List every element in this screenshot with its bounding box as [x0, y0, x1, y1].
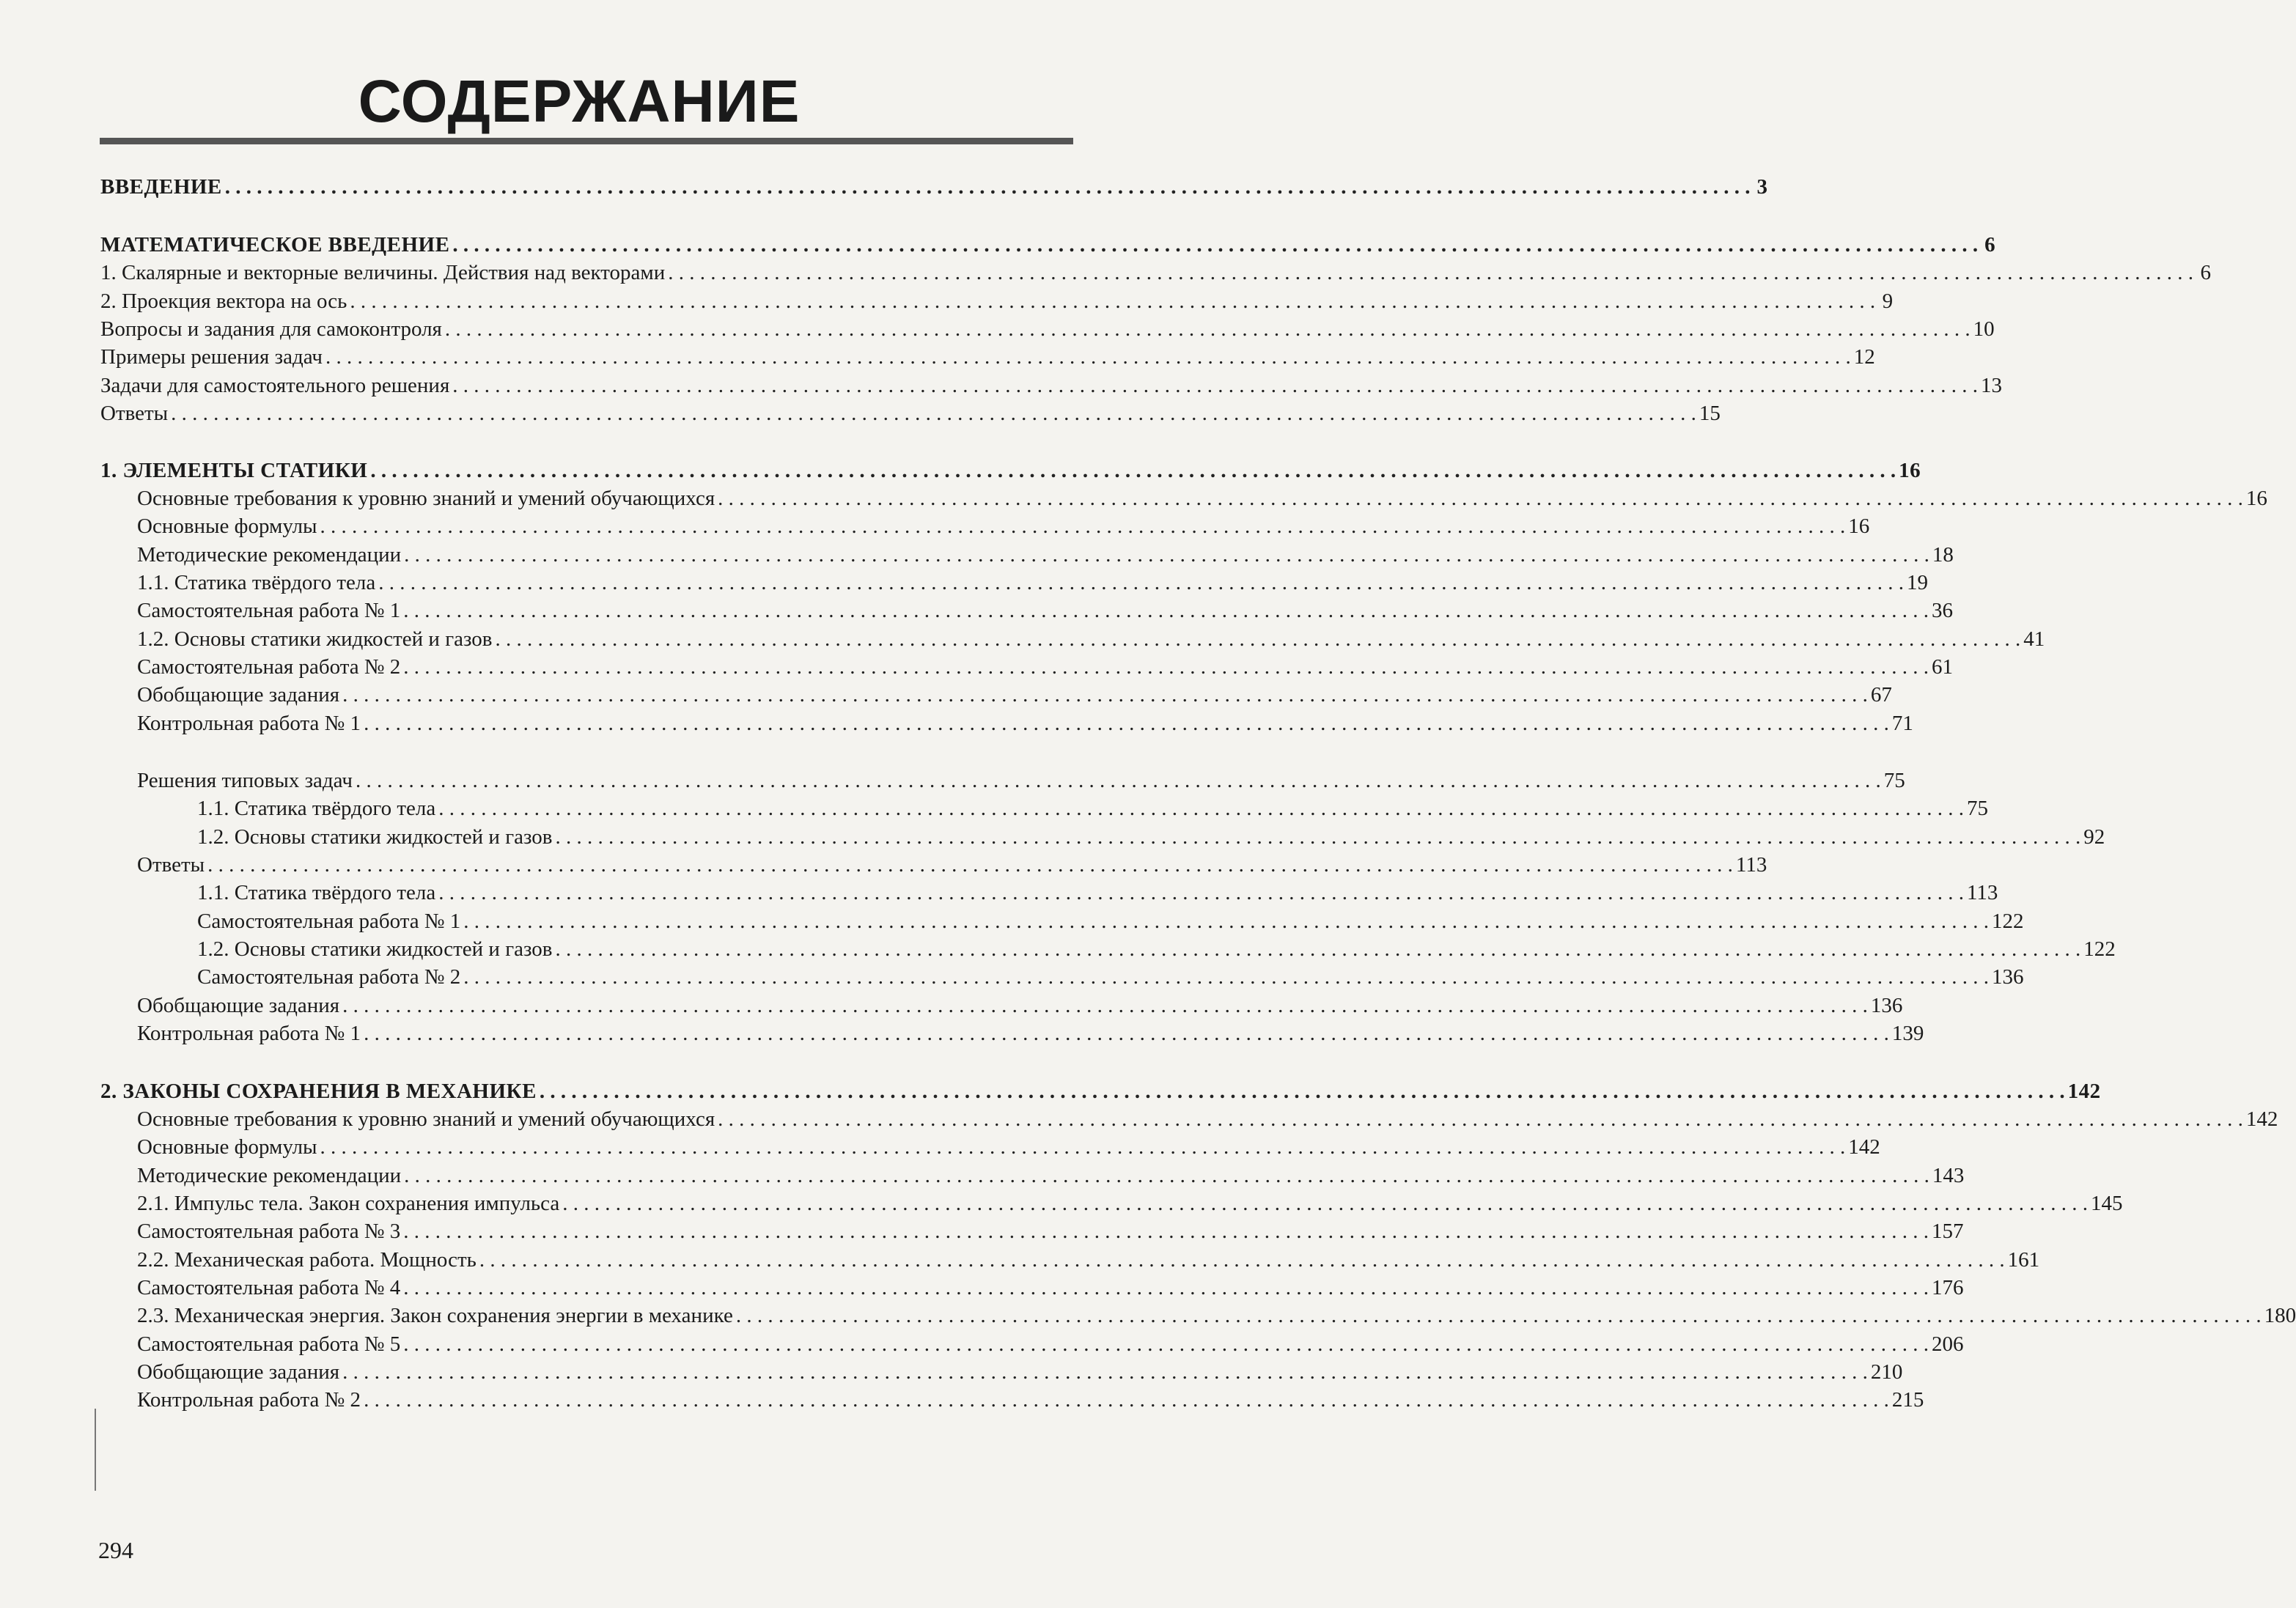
dot-leader — [555, 935, 2080, 963]
page-number: 294 — [98, 1537, 133, 1563]
dot-leader — [403, 1274, 1929, 1302]
toc-entry-page: 215 — [1891, 1388, 1924, 1412]
toc-entry-title: 1.2. Основы статики жидкостей и газов — [197, 825, 553, 849]
dot-leader — [356, 767, 1881, 794]
dot-leader — [668, 259, 2193, 287]
toc-entry-title: 2.2. Механическая работа. Мощность — [137, 1248, 477, 1272]
dot-leader — [452, 231, 1978, 259]
toc-entry — [0, 681, 1892, 709]
toc-entry — [0, 315, 1995, 343]
toc-entry-title: 1.1. Статика твёрдого тела — [137, 571, 376, 594]
toc-entry-page: 75 — [1967, 797, 1988, 820]
margin-line — [95, 1409, 96, 1491]
dot-leader — [452, 372, 1978, 399]
toc-entry-title: 1.2. Основы статики жидкостей и газов — [137, 627, 493, 651]
toc-entry — [0, 709, 1913, 737]
toc-entry-title: 1.2. Основы статики жидкостей и газов — [197, 937, 553, 961]
dot-leader — [207, 851, 1733, 879]
toc-entry-page: 10 — [1973, 317, 1995, 341]
toc-entry-title: Основные требования к уровню знаний и умений обучающихся — [137, 487, 715, 510]
dot-leader — [364, 709, 1889, 737]
toc-entry — [0, 1190, 2123, 1217]
toc-entry-page: 61 — [1932, 655, 1954, 679]
toc-entry-title: Ответы — [100, 402, 169, 425]
toc-entry-title: Самостоятельная работа № 2 — [197, 965, 461, 989]
toc-entry-page: 92 — [2083, 825, 2105, 849]
toc-entry-page: 41 — [2023, 627, 2045, 651]
toc-entry-title: МАТЕМАТИЧЕСКОЕ ВВЕДЕНИЕ — [100, 233, 450, 257]
dot-leader — [404, 541, 1929, 569]
toc-entry — [0, 287, 1894, 315]
toc-entry — [0, 794, 1988, 822]
toc-entry-title: 2.1. Импульс тела. Закон сохранения импульса — [137, 1192, 560, 1215]
toc-entry-title: Самостоятельная работа № 4 — [137, 1276, 401, 1299]
dot-leader — [438, 794, 1964, 822]
toc-entry — [0, 1133, 1880, 1161]
toc-entry-title: Методические рекомендации — [137, 1164, 402, 1187]
dot-leader — [479, 1246, 2005, 1274]
toc-entry-title: ВВЕДЕНИЕ — [100, 175, 222, 199]
dot-leader — [364, 1386, 1889, 1414]
toc-entry-title: 1. ЭЛЕМЕНТЫ СТАТИКИ — [100, 459, 368, 482]
toc-entry-page: 16 — [1848, 515, 1870, 538]
toc-entry-page: 139 — [1891, 1022, 1924, 1045]
toc-entry-title: 1.1. Статика твёрдого тела — [197, 881, 436, 904]
toc-entry-title: Вопросы и задания для самоконтроля — [100, 317, 442, 341]
dot-leader — [463, 963, 1989, 991]
toc-entry — [0, 1077, 2101, 1105]
toc-entry-title: Основные требования к уровню знаний и умений обучающихся — [137, 1107, 715, 1131]
toc-entry — [0, 457, 1921, 484]
toc-entry-page: 180 — [2264, 1304, 2296, 1327]
toc-entry — [0, 1358, 1903, 1386]
dot-leader — [540, 1077, 2065, 1105]
toc-entry — [0, 1019, 1924, 1047]
toc-entry-page: 6 — [1984, 233, 1996, 257]
toc-entry-title: Контрольная работа № 2 — [137, 1388, 361, 1412]
toc-entry-title: Самостоятельная работа № 3 — [137, 1220, 401, 1243]
toc-entry-page: 142 — [2067, 1080, 2101, 1103]
dot-leader — [736, 1302, 2262, 1329]
toc-entry — [0, 1274, 1964, 1302]
toc-entry-page: 6 — [2200, 261, 2211, 284]
toc-entry — [0, 484, 2267, 512]
toc-entry-page: 122 — [1992, 910, 2024, 933]
toc-entry-page: 176 — [1932, 1276, 1964, 1299]
toc-entry-page: 143 — [1932, 1164, 1965, 1187]
dot-leader — [445, 315, 1971, 343]
toc-entry-page: 71 — [1891, 712, 1913, 735]
toc-entry — [0, 935, 2116, 963]
toc-entry-page: 122 — [2083, 937, 2116, 961]
dot-leader — [718, 1105, 2243, 1133]
toc-entry-page: 12 — [1853, 345, 1875, 369]
toc-entry-page: 145 — [2090, 1192, 2123, 1215]
toc-entry — [0, 1302, 2296, 1329]
dot-leader — [495, 625, 2020, 653]
toc-entry-title: Основные формулы — [137, 515, 317, 538]
toc-entry-page: 9 — [1882, 289, 1894, 313]
dot-leader — [403, 1330, 1929, 1358]
toc-entry — [0, 1246, 2040, 1274]
toc-entry-page: 19 — [1907, 571, 1928, 594]
toc-entry — [0, 907, 2024, 935]
dot-leader — [342, 681, 1868, 709]
toc-entry — [0, 597, 1954, 624]
dot-leader — [378, 569, 1904, 597]
toc-entry — [0, 259, 2211, 287]
dot-leader — [370, 457, 1896, 484]
dot-leader — [225, 173, 1751, 201]
toc-entry — [0, 231, 1996, 259]
toc-entry-title: Самостоятельная работа № 5 — [137, 1332, 401, 1356]
toc-entry-page: 142 — [2245, 1107, 2278, 1131]
toc-entry-page: 136 — [1870, 994, 1903, 1017]
toc-entry — [0, 372, 2003, 399]
toc-entry-title: 2. Проекция вектора на ось — [100, 289, 347, 313]
toc-entry-page: 18 — [1932, 543, 1954, 567]
dot-leader — [325, 343, 1851, 371]
toc-entry-title: Самостоятельная работа № 1 — [197, 910, 461, 933]
toc-entry-title: Контрольная работа № 1 — [137, 712, 361, 735]
toc-entry-title: Задачи для самостоятельного решения — [100, 374, 450, 397]
dot-leader — [463, 907, 1989, 935]
toc-entry-title: 1.1. Статика твёрдого тела — [197, 797, 436, 820]
toc-entry-title: Обобщающие задания — [137, 994, 340, 1017]
dot-leader — [555, 823, 2080, 851]
toc-entry-page: 16 — [1899, 459, 1921, 482]
toc-entry-title: Обобщающие задания — [137, 683, 340, 707]
toc-entry-page: 36 — [1932, 599, 1954, 622]
dot-leader — [403, 653, 1929, 681]
toc-entry-title: Контрольная работа № 1 — [137, 1022, 361, 1045]
toc-entry — [0, 399, 1721, 427]
dot-leader — [404, 1162, 1929, 1190]
toc-entry-title: Примеры решения задач — [100, 345, 323, 369]
page-title: СОДЕРЖАНИЕ — [358, 68, 801, 135]
toc-entry — [0, 569, 1928, 597]
toc-entry — [0, 541, 1954, 569]
toc-entry — [0, 879, 1998, 907]
dot-leader — [403, 1217, 1929, 1245]
toc-entry — [0, 512, 1870, 540]
toc-entry — [0, 992, 1903, 1019]
toc-entry-page: 75 — [1883, 769, 1905, 792]
toc-entry-title: 2. ЗАКОНЫ СОХРАНЕНИЯ В МЕХАНИКЕ — [100, 1080, 537, 1103]
toc-entry-page: 136 — [1992, 965, 2024, 989]
toc-entry-page: 206 — [1932, 1332, 1964, 1356]
toc-entry-page: 15 — [1699, 402, 1721, 425]
toc-entry — [0, 1217, 1964, 1245]
toc-entry — [0, 851, 1767, 879]
toc-entry — [0, 1386, 1924, 1414]
toc-entry — [0, 1105, 2278, 1133]
toc-entry-page: 3 — [1756, 175, 1768, 199]
toc-entry-title: Самостоятельная работа № 2 — [137, 655, 401, 679]
toc-entry-page: 67 — [1870, 683, 1892, 707]
toc-entry-page: 161 — [2007, 1248, 2040, 1272]
dot-leader — [438, 879, 1964, 907]
toc-entry — [0, 963, 2024, 991]
dot-leader — [350, 287, 1875, 315]
toc-entry — [0, 1330, 1964, 1358]
toc-entry-page: 113 — [1735, 853, 1767, 877]
toc-entry-title: Основные формулы — [137, 1135, 317, 1159]
toc-entry-title: 1. Скалярные и векторные величины. Действия над векторами — [100, 261, 666, 284]
dot-leader — [342, 1358, 1868, 1386]
toc-entry — [0, 767, 1905, 794]
toc-entry — [0, 343, 1875, 371]
toc-entry-title: 2.3. Механическая энергия. Закон сохранения энергии в механике — [137, 1304, 733, 1327]
toc-entry — [0, 173, 1768, 201]
toc-entry-page: 210 — [1870, 1360, 1903, 1384]
dot-leader — [320, 512, 1846, 540]
dot-leader — [364, 1019, 1889, 1047]
toc-entry — [0, 653, 1954, 681]
toc-entry-title: Методические рекомендации — [137, 543, 402, 567]
dot-leader — [171, 399, 1696, 427]
toc-entry-title: Обобщающие задания — [137, 1360, 340, 1384]
dot-leader — [403, 597, 1929, 624]
toc-entry-title: Ответы — [137, 853, 205, 877]
toc-entry-page: 16 — [2245, 487, 2267, 510]
toc-entry-page: 13 — [1981, 374, 2003, 397]
dot-leader — [718, 484, 2243, 512]
toc-entry-page: 113 — [1967, 881, 1998, 904]
toc-entry-title: Самостоятельная работа № 1 — [137, 599, 401, 622]
toc-entry-page: 142 — [1848, 1135, 1880, 1159]
dot-leader — [320, 1133, 1846, 1161]
dot-leader — [562, 1190, 2088, 1217]
toc-entry — [0, 1162, 1965, 1190]
dot-leader — [342, 992, 1868, 1019]
toc-entry-title: Решения типовых задач — [137, 769, 353, 792]
toc-entry-page: 157 — [1932, 1220, 1964, 1243]
toc-entry — [0, 823, 2105, 851]
toc-entry — [0, 625, 2045, 653]
